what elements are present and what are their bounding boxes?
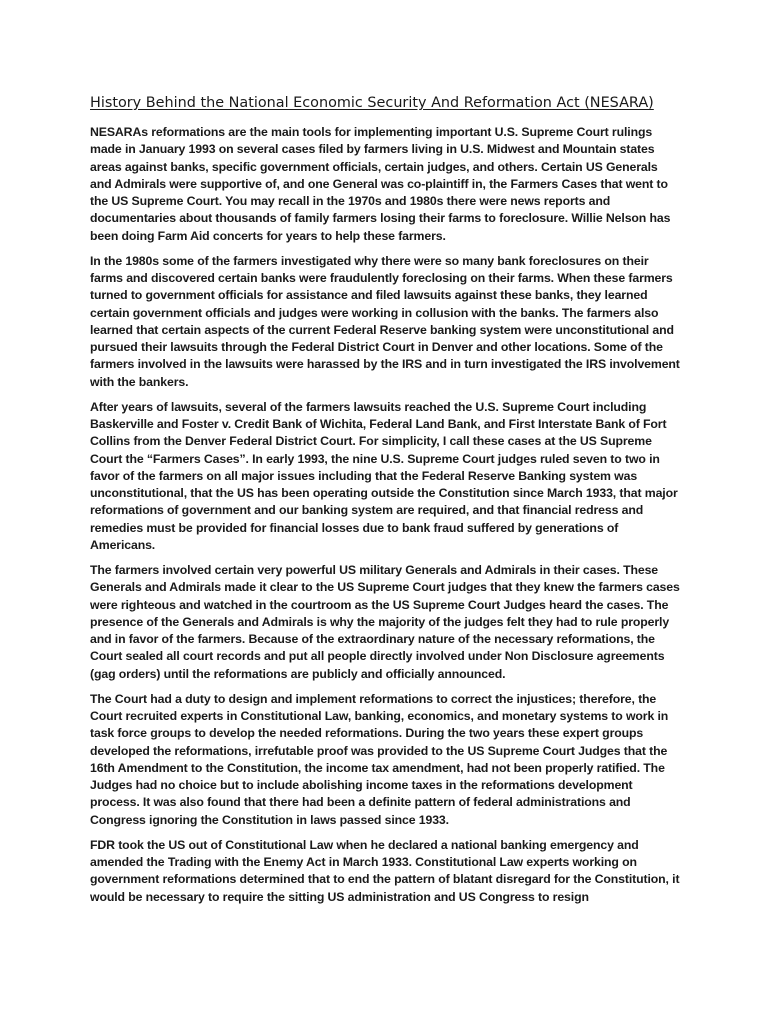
paragraph: After years of lawsuits, several of the farmers lawsuits reached the U.S. Supreme Court including Baskerville and Foster v. Credit Bank of Wichita, Federal Land Bank, and First Interstate Bank of Fort Collins from the Denver Federal District Court. For simplicity, I call these cases at the US Supreme Court the “Farmers Cases”. In early 1993, the nine U.S. Supreme Court judges ruled seven to two in favor of the farmers on all major issues including that the Federal Reserve Banking system was unconstitutional, that the US has been operating outside the Constitution since March 1933, that major reformations of government and our banking system are required, and that financial redress and remedies must be provided for financial losses due to bank fraud suffered by generations of Americans. [90,399,678,552]
document-body [90,124,682,914]
paragraph: FDR took the US out of Constitutional Law when he declared a national banking emergency and amended the Trading with the Enemy Act in March 1933. Constitutional Law experts working on government reformations determined that to end the pattern of blatant disregard for the Constitution, it would be necessary to require the sitting US administration and US Congress to resign [90,837,680,904]
document-title: History Behind the National Economic Security And Reformation Act (NESARA) [90,95,654,111]
paragraph: The farmers involved certain very powerful US military Generals and Admirals in their cases. These Generals and Admirals made it clear to the US Supreme Court judges that they knew the farmers cases were righteous and watched in the courtroom as the US Supreme Court Judges heard the cases. The presence of the Generals and Admirals is why the majority of the judges felt they had to rule properly and in favor of the farmers. Because of the extraordinary nature of the necessary reformations, the Court sealed all court records and put all people directly involved under Non Disclosure agreements (gag orders) until the reformations are publicly and officially announced. [90,563,680,681]
paragraph: The Court had a duty to design and implement reformations to correct the injustices; therefore, the Court recruited experts in Constitutional Law, banking, economics, and monetary systems to work in task force groups to develop the needed reformations. During the two years these expert groups developed the reformations, irrefutable proof was provided to the US Supreme Court Judges that the 16th Amendment to the Constitution, the income tax amendment, had not been properly ratified. The Judges had no choice but to include abolishing income taxes in the reformations development process. It was also found that there had been a definite pattern of federal administrations and Congress ignoring the Constitution in laws passed since 1933. [90,691,669,827]
paragraph: NESARAs reformations are the main tools for implementing important U.S. Supreme Court rulings made in January 1993 on several cases filed by farmers living in U.S. Midwest and Mountain states areas against banks, specific government officials, certain judges, and others. Certain US Generals and Admirals were supportive of, and one General was co-plaintiff in, the Farmers Cases that went to the US Supreme Court. You may recall in the 1970s and 1980s there were news reports and documentaries about thousands of family farmers losing their farms to foreclosure. Willie Nelson has been doing Farm Aid concerts for years to help these farmers. [90,125,671,243]
paragraph: In the 1980s some of the farmers investigated why there were so many bank foreclosures on their farms and discovered certain banks were fraudulently foreclosing on their farms. When these farmers turned to government officials for assistance and filed lawsuits against these banks, they learned certain government officials and judges were working in collusion with the banks. The farmers also learned that certain aspects of the current Federal Reserve banking system were unconstitutional and pursued their lawsuits through the Federal District Court in Denver and other locations. Some of the farmers involved in the lawsuits were harassed by the IRS and in turn investigated the IRS involvement with the bankers. [90,253,680,389]
